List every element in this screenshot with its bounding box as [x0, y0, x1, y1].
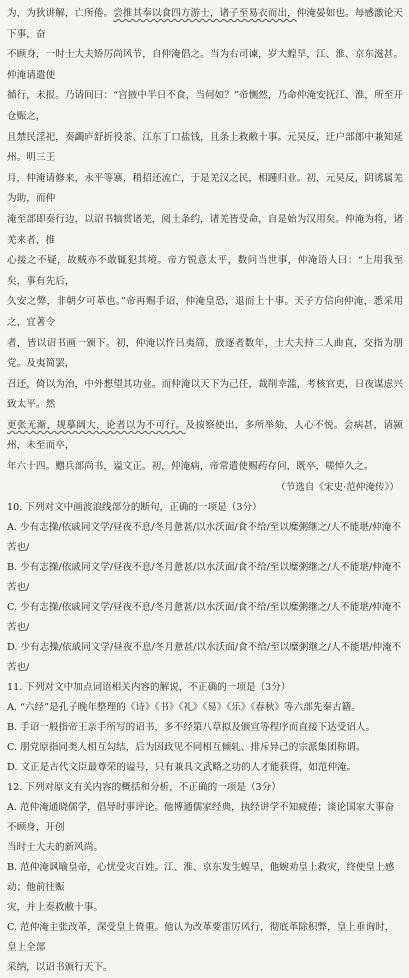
question-10-stem: 10. 下列对文中画波浪线部分的断句，正确的一项是（3分）	[7, 501, 262, 513]
question-12-stem: 12. 下列对原文有关内容的概括和分析，不正确的一项是（3分）	[7, 781, 281, 793]
question-10	[7, 498, 403, 678]
question-12-option-a-line-2: 当时士大夫的新风尚。	[7, 841, 103, 853]
passage-line-8: 久安之弊，非朝夕可革也。”帝再赐手诏，仲淹皇恐，退而上十事。天子方信向仲淹，悉采用之，宜著令	[7, 296, 403, 328]
question-12-option-b-line-2: 灾，并上奏救敝十事。	[7, 901, 103, 913]
question-12-option-a-line-1: A. 范仲淹通晓儒学，倡导时事评论。他博通儒家经典，执经讲学不知疲倦；谈论国家大事奋不顾身，开创	[7, 801, 395, 833]
question-11	[7, 678, 403, 778]
question-12-option-c-line-2: 采纳，以诏书颁行天下。	[7, 961, 113, 973]
passage-line-1-b: 仲淹晏如也。每感激论天下事，奋	[7, 8, 403, 40]
question-12	[7, 778, 403, 978]
passage-line-3: 循行，未报。乃请间曰：“宫掖中半日不食，当何如？”帝恻然，乃命仲淹安抚江、淮，所至开仓赈之，	[7, 90, 403, 122]
passage-line-1	[7, 4, 403, 45]
question-10-option-b[interactable]: B. 少有志操/依戚同文学/昼夜不息/冬月惫甚/以水沃面/食不给/至以糜粥继之/人不能堪/仲淹不苦也/	[7, 561, 401, 593]
question-12-option-b[interactable]	[7, 858, 403, 918]
classical-passage	[7, 4, 403, 478]
passage-source: （节选自《宋史·范仲淹传》）	[276, 481, 399, 493]
question-11-option-d[interactable]: D. 文正是古代文臣最尊荣的谥号，只有兼具文武略之功的人才能获得，如范仲淹。	[7, 761, 357, 773]
passage-line-4: 且禁民淫祀，奏蠲庐舒折役茶、江东丁口盐钱，且条上救敝十事。元昊反，迁户部郎中兼知延州。明三王	[7, 131, 403, 164]
question-11-option-a[interactable]: A. “六经”是孔子晚年整理的《诗》《书》《礼》《易》《乐》《春秋》等六部先秦古籍。	[7, 701, 361, 713]
question-12-option-c-line-1: C. 范仲淹主张改革，深受皇上倚重。他认为改革要雷厉风行，彻底革除积弊，皇上垂询时，皇上全部	[7, 921, 395, 953]
passage-line-2: 不顾身，一时士大夫矫厉尚风节，自仲淹倡之。当为右司谏，岁大蝗旱，江、淮、京东滋甚。仲淹请遣使	[7, 49, 403, 81]
passage-line-5: 月，仲淹请修来，永平等寨，稍招还流亡，于是羌汉之民，相踵归业。初，元昊反，阴诱属羌为助，而仲	[7, 172, 403, 205]
passage-line-11-b: 及按察使出，多所举劾，人心不悦。会病甚，请颍州，未至而卒，	[7, 419, 403, 452]
passage-wavy-underline-2: 更张无渐，规摹阔大，论者以为不可行。	[7, 419, 186, 431]
passage-line-10: 召还，倚以为治，中外想望其功业。而仲淹以天下为己任，裁削幸滥，考核官吏，日夜谋虑兴致太平。然	[7, 378, 403, 411]
question-11-stem: 11. 下列对文中加点词语相关内容的解说，不正确的一项是（3分）	[7, 681, 291, 693]
question-12-option-a[interactable]	[7, 798, 403, 858]
question-12-option-c[interactable]	[7, 918, 403, 978]
question-11-option-c[interactable]: C. 朋党原指同类人相互勾结，后为因政见不同相互倾轧、排斥异己的宗派集团称谓。	[7, 741, 366, 753]
passage-line-12: 年六十四。赠兵部尚书，谥文正。初，仲淹病，帝常遣使赐药存问，既卒，嗟悼久之。	[7, 461, 374, 473]
passage-line-11	[7, 416, 403, 457]
question-11-option-b[interactable]: B. 手诏一般指帝王亲手所写的诏书，多不经第八草拟及颁宣等程序而直接下达受诏人。	[7, 721, 376, 733]
passage-wavy-underline: 尝推其奉以食四方游士，诸子至易衣而出，	[113, 8, 297, 19]
passage-line-6: 淹至部即奏行边，以诏书犒赏诸羌，阅土条约，诸羌皆受命，自是始为汉用矣。仲淹为将，诸羌来者，推	[7, 213, 403, 246]
passage-line-1-a: 为，为狄讲解，亡所倦。	[7, 8, 114, 19]
passage-line-9: 者，皆以诏书画一颁下。初，仲淹以忤吕夷简，放逐者数年，士大夫持二人曲直，交指为朋党。及夷简罢，	[7, 337, 403, 370]
question-10-option-d[interactable]: D. 少有志操/依戚同文学/昼夜不息/冬月惫甚/以水沃面/食不给/至以糜粥继之/人不能堪/仲淹不苦也/	[7, 641, 402, 673]
question-12-option-b-line-1: B. 范仲淹讽喻皇帝，心忧受灾百姓。江、淮、京东发生蝗旱，他婉劝皇上救灾，终使皇上感动；他前往赈	[7, 861, 395, 893]
question-10-option-c[interactable]: C. 少有志操/依戚同文学/昼夜不息/冬月惫甚/以水沃面/食不给/至以糜粥继之/人不能堪/仲淹不苦也/	[7, 601, 401, 633]
passage-line-7: 心接之不疑，故贼亦不敢辄犯其境。帝方锐意太平，数问当世事，仲淹语人曰：“上用我至矣，事有先后，	[7, 255, 403, 287]
question-10-option-a[interactable]: A. 少有志操/依戚同文学/昼夜不息/冬月惫甚/以水沃面/食不给/至以糜粥继之/人不能堪/仲淹不苦也/	[7, 521, 401, 553]
